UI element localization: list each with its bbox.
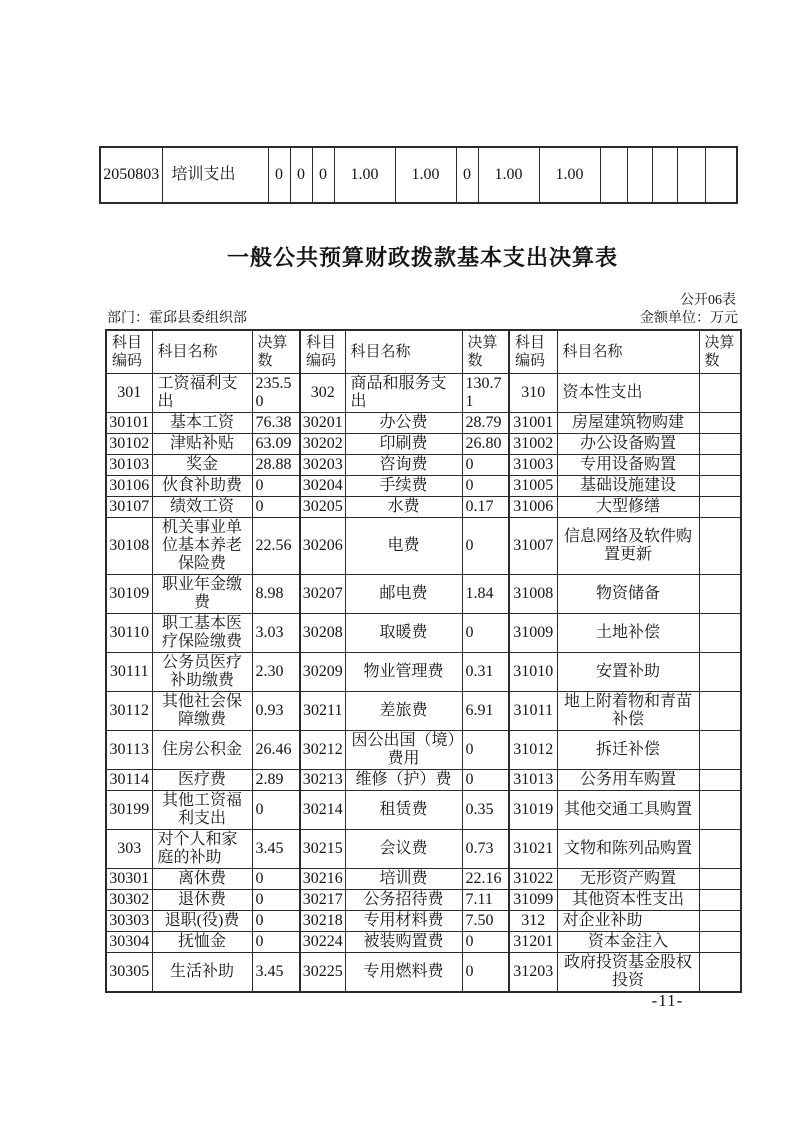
subject-code-cell: 30303 — [106, 911, 152, 932]
table-row — [106, 374, 741, 413]
subject-code-cell: 31002 — [509, 434, 557, 455]
subject-code-cell: 30209 — [300, 653, 345, 692]
table-row — [106, 692, 741, 731]
subject-code-cell: 31203 — [509, 953, 557, 993]
subject-name-cell: 文物和陈列品购置 — [557, 830, 699, 869]
amount-cell — [699, 518, 741, 575]
subject-code-cell: 30216 — [300, 869, 345, 890]
amount-cell: 0.73 — [462, 830, 509, 869]
subject-name-cell: 印刷费 — [345, 434, 462, 455]
amount-cell — [699, 770, 741, 791]
subject-name-cell: 其他社会保障缴费 — [152, 692, 252, 731]
amount-cell — [677, 147, 705, 203]
subject-code-cell: 30109 — [106, 575, 152, 614]
subject-name-cell: 地上附着物和青苗补偿 — [557, 692, 699, 731]
table-header-row — [106, 330, 741, 374]
table-row — [106, 770, 741, 791]
subject-code-cell: 30213 — [300, 770, 345, 791]
subject-name-cell: 基础设施建设 — [557, 476, 699, 497]
amount-cell: 0 — [252, 911, 300, 932]
subject-code-cell: 30305 — [106, 953, 152, 993]
subject-code-cell: 30224 — [300, 932, 345, 953]
subject-code-cell: 30301 — [106, 869, 152, 890]
amount-cell: 22.16 — [462, 869, 509, 890]
amount-cell: 7.11 — [462, 890, 509, 911]
carryover-expense-table — [99, 146, 738, 204]
subject-name-cell: 医疗费 — [152, 770, 252, 791]
table-row — [106, 614, 741, 653]
subject-name-cell: 公务员医疗补助缴费 — [152, 653, 252, 692]
subject-code-cell: 31005 — [509, 476, 557, 497]
amount-cell — [699, 890, 741, 911]
subject-code-cell: 2050803 — [100, 147, 162, 203]
subject-name-cell: 办公费 — [345, 413, 462, 434]
amount-cell: 0.35 — [462, 791, 509, 830]
subject-code-cell: 30112 — [106, 692, 152, 731]
subject-code-cell: 31022 — [509, 869, 557, 890]
amount-cell — [699, 653, 741, 692]
subject-name-cell: 离休费 — [152, 869, 252, 890]
public-table-label: 公开06表 — [680, 293, 736, 308]
subject-name-cell: 物业管理费 — [345, 653, 462, 692]
amount-cell: 0 — [252, 497, 300, 518]
subject-code-cell: 31011 — [509, 692, 557, 731]
header-cell-subject-name: 科目名称 — [557, 330, 699, 374]
amount-cell: 3.45 — [252, 953, 300, 993]
subject-name-cell: 对企业补助 — [557, 911, 699, 932]
subject-name-cell: 培训费 — [345, 869, 462, 890]
subject-code-cell: 30215 — [300, 830, 345, 869]
subject-name-cell: 公务招待费 — [345, 890, 462, 911]
subject-name-cell: 伙食补助费 — [152, 476, 252, 497]
subject-name-cell: 专用燃料费 — [345, 953, 462, 993]
subject-name-cell: 安置补助 — [557, 653, 699, 692]
subject-name-cell: 会议费 — [345, 830, 462, 869]
subject-name-cell: 绩效工资 — [152, 497, 252, 518]
subject-name-cell: 物资储备 — [557, 575, 699, 614]
amount-cell — [699, 932, 741, 953]
subject-name-cell: 职业年金缴费 — [152, 575, 252, 614]
amount-cell: 0 — [312, 147, 334, 203]
amount-cell: 0 — [252, 476, 300, 497]
subject-code-cell: 31010 — [509, 653, 557, 692]
subject-name-cell: 退休费 — [152, 890, 252, 911]
amount-cell — [627, 147, 652, 203]
subject-name-cell: 电费 — [345, 518, 462, 575]
amount-cell: 0 — [462, 455, 509, 476]
subject-code-cell: 31099 — [509, 890, 557, 911]
amount-cell — [699, 692, 741, 731]
subject-code-cell: 303 — [106, 830, 152, 869]
subject-code-cell: 30101 — [106, 413, 152, 434]
amount-cell — [652, 147, 677, 203]
subject-code-cell: 30114 — [106, 770, 152, 791]
subject-code-cell: 31021 — [509, 830, 557, 869]
subject-code-cell: 31006 — [509, 497, 557, 518]
subject-name-cell: 对个人和家庭的补助 — [152, 830, 252, 869]
table-row — [106, 890, 741, 911]
table-row — [106, 476, 741, 497]
subject-code-cell: 301 — [106, 374, 152, 413]
amount-cell: 1.00 — [334, 147, 395, 203]
subject-name-cell: 其他交通工具购置 — [557, 791, 699, 830]
subject-code-cell: 30201 — [300, 413, 345, 434]
subject-code-cell: 30102 — [106, 434, 152, 455]
table-row — [106, 869, 741, 890]
subject-code-cell: 31009 — [509, 614, 557, 653]
basic-expenditure-table — [105, 329, 742, 993]
subject-name-cell: 房屋建筑物购建 — [557, 413, 699, 434]
subject-name-cell: 其他资本性支出 — [557, 890, 699, 911]
amount-cell — [699, 953, 741, 993]
amount-cell: 28.88 — [252, 455, 300, 476]
subject-name-cell: 津贴补贴 — [152, 434, 252, 455]
amount-cell: 0 — [462, 953, 509, 993]
subject-name-cell: 邮电费 — [345, 575, 462, 614]
amount-cell: 235.50 — [252, 374, 300, 413]
subject-name-cell: 工资福利支出 — [152, 374, 252, 413]
subject-name-cell: 土地补偿 — [557, 614, 699, 653]
amount-cell: 1.00 — [478, 147, 539, 203]
amount-cell — [705, 147, 737, 203]
subject-code-cell: 310 — [509, 374, 557, 413]
table-row — [106, 731, 741, 770]
subject-code-cell: 30107 — [106, 497, 152, 518]
amount-cell — [699, 791, 741, 830]
page-number: -11- — [651, 991, 684, 1010]
amount-cell: 1.00 — [539, 147, 600, 203]
amount-cell: 0 — [462, 731, 509, 770]
subject-code-cell: 30212 — [300, 731, 345, 770]
subject-name-cell: 机关事业单位基本养老保险费 — [152, 518, 252, 575]
subject-code-cell: 30218 — [300, 911, 345, 932]
table-row — [106, 455, 741, 476]
subject-code-cell: 30217 — [300, 890, 345, 911]
subject-name-cell: 水费 — [345, 497, 462, 518]
amount-cell — [699, 434, 741, 455]
subject-name-cell: 资本金注入 — [557, 932, 699, 953]
subject-code-cell: 31008 — [509, 575, 557, 614]
amount-cell: 26.80 — [462, 434, 509, 455]
subject-code-cell: 30113 — [106, 731, 152, 770]
subject-name-cell: 职工基本医疗保险缴费 — [152, 614, 252, 653]
table-row — [106, 518, 741, 575]
amount-cell: 76.38 — [252, 413, 300, 434]
subject-name-cell: 基本工资 — [152, 413, 252, 434]
table-row — [106, 932, 741, 953]
subject-code-cell: 30211 — [300, 692, 345, 731]
subject-code-cell: 30106 — [106, 476, 152, 497]
subject-code-cell: 30108 — [106, 518, 152, 575]
subject-name-cell: 差旅费 — [345, 692, 462, 731]
amount-cell: 28.79 — [462, 413, 509, 434]
amount-cell: 1.84 — [462, 575, 509, 614]
subject-name-cell: 培训支出 — [162, 147, 268, 203]
subject-name-cell: 租赁费 — [345, 791, 462, 830]
subject-name-cell: 拆迁补偿 — [557, 731, 699, 770]
header-cell-subject-code: 科目编码 — [509, 330, 557, 374]
table-row — [106, 953, 741, 993]
table-row — [106, 791, 741, 830]
subject-code-cell: 30206 — [300, 518, 345, 575]
subject-name-cell: 专用材料费 — [345, 911, 462, 932]
subject-name-cell: 奖金 — [152, 455, 252, 476]
amount-cell: 0.17 — [462, 497, 509, 518]
amount-cell — [600, 147, 627, 203]
subject-code-cell: 30205 — [300, 497, 345, 518]
amount-cell: 0 — [462, 518, 509, 575]
subject-code-cell: 302 — [300, 374, 345, 413]
subject-code-cell: 30208 — [300, 614, 345, 653]
amount-cell: 0 — [252, 932, 300, 953]
amount-cell: 8.98 — [252, 575, 300, 614]
subject-code-cell: 30111 — [106, 653, 152, 692]
amount-cell: 1.00 — [395, 147, 456, 203]
subject-code-cell: 312 — [509, 911, 557, 932]
subject-name-cell: 取暖费 — [345, 614, 462, 653]
subject-code-cell: 30304 — [106, 932, 152, 953]
subject-name-cell: 其他工资福利支出 — [152, 791, 252, 830]
header-cell-amount: 决算数 — [462, 330, 509, 374]
amount-cell — [699, 614, 741, 653]
amount-cell: 0 — [462, 476, 509, 497]
amount-cell: 2.89 — [252, 770, 300, 791]
subject-name-cell: 信息网络及软件购置更新 — [557, 518, 699, 575]
header-cell-subject-name: 科目名称 — [345, 330, 462, 374]
subject-code-cell: 30110 — [106, 614, 152, 653]
subject-name-cell: 抚恤金 — [152, 932, 252, 953]
subject-code-cell: 31007 — [509, 518, 557, 575]
amount-cell: 22.56 — [252, 518, 300, 575]
subject-code-cell: 31201 — [509, 932, 557, 953]
subject-name-cell: 住房公积金 — [152, 731, 252, 770]
amount-cell: 63.09 — [252, 434, 300, 455]
subject-name-cell: 退职(役)费 — [152, 911, 252, 932]
amount-cell: 0 — [252, 791, 300, 830]
amount-cell: 3.03 — [252, 614, 300, 653]
header-cell-amount: 决算数 — [699, 330, 741, 374]
subject-name-cell: 政府投资基金股权投资 — [557, 953, 699, 993]
header-cell-subject-code: 科目编码 — [300, 330, 345, 374]
subject-name-cell: 生活补助 — [152, 953, 252, 993]
subject-name-cell: 专用设备购置 — [557, 455, 699, 476]
subject-code-cell: 30214 — [300, 791, 345, 830]
amount-cell: 0 — [290, 147, 312, 203]
amount-cell: 0.93 — [252, 692, 300, 731]
amount-cell: 0 — [252, 890, 300, 911]
subject-name-cell: 手续费 — [345, 476, 462, 497]
subject-name-cell: 办公设备购置 — [557, 434, 699, 455]
amount-cell — [699, 830, 741, 869]
subject-code-cell: 30204 — [300, 476, 345, 497]
amount-cell — [699, 374, 741, 413]
amount-cell: 0 — [268, 147, 290, 203]
amount-cell: 0 — [252, 869, 300, 890]
amount-cell: 0 — [462, 614, 509, 653]
amount-cell — [699, 413, 741, 434]
amount-cell — [699, 731, 741, 770]
subject-code-cell: 31001 — [509, 413, 557, 434]
subject-name-cell: 商品和服务支出 — [345, 374, 462, 413]
table-row — [106, 434, 741, 455]
subject-code-cell: 30225 — [300, 953, 345, 993]
table-row — [106, 413, 741, 434]
subject-code-cell: 30103 — [106, 455, 152, 476]
subject-code-cell: 30202 — [300, 434, 345, 455]
table-row — [106, 575, 741, 614]
subject-code-cell: 31013 — [509, 770, 557, 791]
amount-cell: 0 — [462, 932, 509, 953]
amount-cell — [699, 497, 741, 518]
header-cell-amount: 决算数 — [252, 330, 300, 374]
table-row — [106, 911, 741, 932]
amount-cell: 2.30 — [252, 653, 300, 692]
amount-cell — [699, 869, 741, 890]
table-title: 一般公共预算财政拨款基本支出决算表 — [226, 245, 618, 270]
amount-cell — [699, 575, 741, 614]
subject-name-cell: 大型修缮 — [557, 497, 699, 518]
subject-code-cell: 30302 — [106, 890, 152, 911]
amount-cell: 0 — [462, 770, 509, 791]
table-row — [106, 830, 741, 869]
department-label: 部门：霍邱县委组织部 — [107, 311, 247, 326]
amount-cell: 0.31 — [462, 653, 509, 692]
unit-label: 金额单位：万元 — [640, 311, 738, 326]
header-cell-subject-name: 科目名称 — [152, 330, 252, 374]
header-cell-subject-code: 科目编码 — [106, 330, 152, 374]
amount-cell: 3.45 — [252, 830, 300, 869]
subject-name-cell: 被装购置费 — [345, 932, 462, 953]
table-row — [106, 653, 741, 692]
subject-name-cell: 维修（护）费 — [345, 770, 462, 791]
table-row — [106, 497, 741, 518]
subject-code-cell: 30199 — [106, 791, 152, 830]
subject-name-cell: 公务用车购置 — [557, 770, 699, 791]
amount-cell: 7.50 — [462, 911, 509, 932]
subject-code-cell: 30203 — [300, 455, 345, 476]
subject-code-cell: 31003 — [509, 455, 557, 476]
amount-cell — [699, 911, 741, 932]
subject-name-cell: 无形资产购置 — [557, 869, 699, 890]
amount-cell — [699, 476, 741, 497]
subject-code-cell: 31019 — [509, 791, 557, 830]
subject-code-cell: 31012 — [509, 731, 557, 770]
subject-name-cell: 因公出国（境）费用 — [345, 731, 462, 770]
subject-name-cell: 资本性支出 — [557, 374, 699, 413]
subject-name-cell: 咨询费 — [345, 455, 462, 476]
subject-code-cell: 30207 — [300, 575, 345, 614]
amount-cell: 0 — [456, 147, 478, 203]
amount-cell: 26.46 — [252, 731, 300, 770]
amount-cell — [699, 455, 741, 476]
amount-cell: 130.71 — [462, 374, 509, 413]
amount-cell: 6.91 — [462, 692, 509, 731]
table-row — [100, 147, 737, 203]
